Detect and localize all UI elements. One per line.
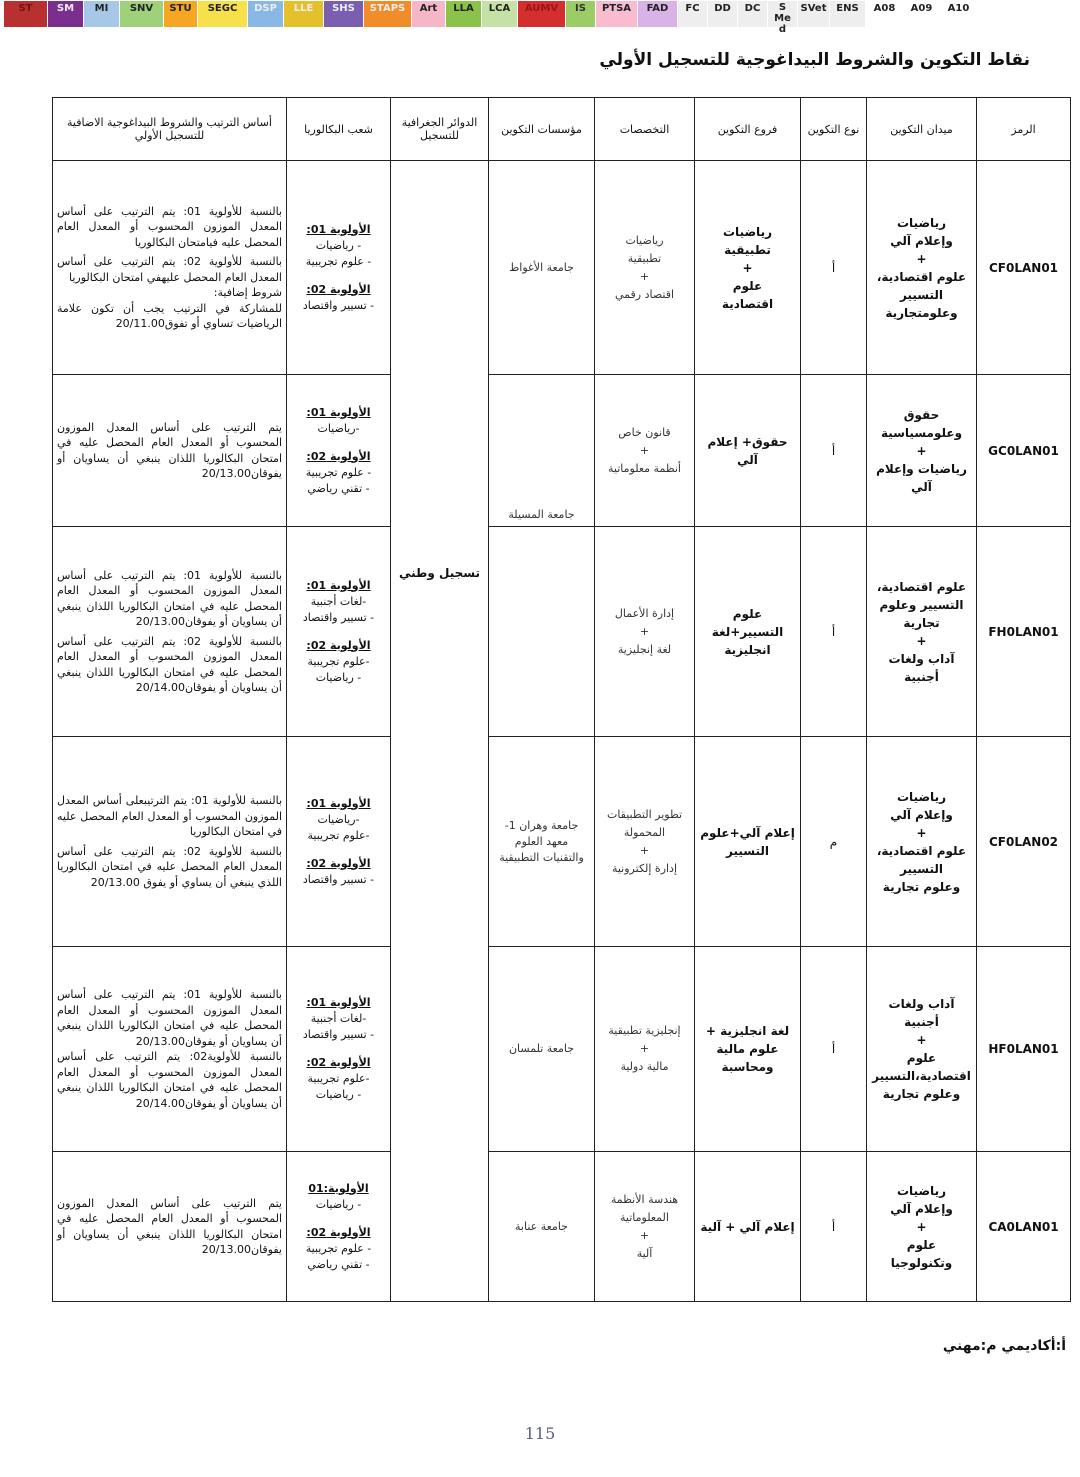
tab-lla[interactable]: LLA (446, 1, 482, 27)
tab-a08[interactable]: A08 (866, 1, 904, 27)
institution: جامعة الأغواط (489, 161, 595, 375)
table-row (53, 527, 1071, 737)
training-branch: إعلام آلي+علوم التسيير (695, 737, 801, 947)
training-type: أ (801, 1152, 867, 1302)
training-type: أ (801, 161, 867, 375)
priority-2-label: الأولوية 02: (306, 1225, 371, 1239)
priority-2-label: الأولوية 02: (306, 638, 371, 652)
basis-paragraph: بالنسبة للأولوية 02: يتم الترتيب على أساس المعدل العام المحصل عليهفي امتحان البكالوريا شروط إضافية: للمشاركة في الترتيب يجب أن تكون علامة الرياضيات تساوي أو تفوق20/11.00 (57, 255, 282, 330)
tab-fc[interactable]: FC (678, 1, 708, 27)
header-specialties: التخصصات (595, 98, 695, 161)
training-branch: إعلام آلي + آلية (695, 1152, 801, 1302)
tab-staps[interactable]: STAPS (364, 1, 412, 27)
training-table (52, 97, 1071, 1302)
training-type: أ (801, 527, 867, 737)
priority-2-streams: -علوم تجريبية - رياضيات (307, 654, 370, 684)
bac-streams (287, 527, 391, 737)
tab-ptsa[interactable]: PTSA (596, 1, 638, 27)
basis-paragraph: بالنسبة للأولوية 01: يتم الترتيب على أساس المعدل الموزون المحسوب أو المعدل العام المحصل عليه في امتحان البكالوريا اللذان ينبغي أن يساويان أو يفوقان20/13.00 بالنسبة للأولوية02: يتم الترتيب على أساس المعدل الموزون المحسوب أو المعدل العام المحصل عليه في امتحان البكالوريا اللذان ينبغي أن يساويان أو يفوقان20/14.00 (57, 988, 282, 1110)
page-title: نقاط التكوين والشروط البيداغوجية للتسجيل الأولي (599, 50, 1030, 70)
institution: جامعة المسيلة (489, 375, 595, 527)
ranking-basis (53, 947, 287, 1152)
ranking-basis (53, 1152, 287, 1302)
priority-2-label: الأولوية 02: (306, 1056, 371, 1069)
tab-dd[interactable]: DD (708, 1, 738, 27)
tab-dsp[interactable]: DSP (248, 1, 284, 27)
bac-streams (287, 161, 391, 375)
priority-1-label: الأولوية 01: (306, 996, 371, 1009)
program-code: CA0LAN01 (977, 1152, 1071, 1302)
basis-paragraph: يتم الترتيب على أساس المعدل الموزون المحسوب أو المعدل العام المحصل عليه في امتحان البكالوريا اللذان ينبغي أن يساويان أو يفوقان20/13.00 (57, 420, 282, 480)
table-header-row (53, 98, 1071, 161)
program-code: CF0LAN01 (977, 161, 1071, 375)
specialty: قانون خاص + أنظمة معلوماتية (595, 375, 695, 527)
training-type: م (801, 737, 867, 947)
training-branch: علوم التسيير+لغة انجليزية (695, 527, 801, 737)
training-field: علوم اقتصادية، التسيير وعلوم تجارية + آداب ولغات أجنبية (867, 527, 977, 737)
priority-2-streams: - علوم تجريبية - تقني رياضي (305, 465, 372, 495)
priority-2-streams: -علوم تجريبية - رياضيات (307, 1072, 370, 1101)
training-field: رياضيات وإعلام آلي + علوم وتكنولوجيا (867, 1152, 977, 1302)
tab-segc[interactable]: SEGC (198, 1, 248, 27)
program-code: FH0LAN01 (977, 527, 1071, 737)
priority-2-label: الأولوية 02: (306, 856, 371, 870)
basis-paragraph: بالنسبة للأولوية 01: يتم الترتيبعلى أساس المعدل الموزون المحسوب أو المعدل العام المحصل عليه في امتحان البكالوريا (57, 794, 282, 838)
tab-smed[interactable]: SMed (768, 1, 798, 27)
tab-sm[interactable]: SM (48, 1, 84, 27)
basis-paragraph: بالنسبة للأولوية 02: يتم الترتيب على أساس المعدل العام المحصل عليه في امتحان البكالوريا اللذي ينبغي أن يساوي أو يفوق 20/13.00 (57, 844, 282, 889)
tab-snv[interactable]: SNV (120, 1, 164, 27)
priority-1-label: الأولوية 01: (306, 405, 371, 419)
tab-stu[interactable]: STU (164, 1, 198, 27)
priority-2-streams: - علوم تجريبية - تقني رياضي (305, 1241, 372, 1271)
registration-circle: تسجيل وطني (391, 161, 489, 1302)
program-code: HF0LAN01 (977, 947, 1071, 1152)
priority-1-streams: - رياضيات - علوم تجريبية (305, 238, 372, 268)
ranking-basis (53, 737, 287, 947)
training-field: حقوق وعلومسياسية + رياضيات وإعلام آلي (867, 375, 977, 527)
training-field: رياضيات وإعلام آلي + علوم اقتصادية، التسيير وعلوم تجارية (867, 737, 977, 947)
tab-lca[interactable]: LCA (482, 1, 518, 27)
bac-streams (287, 1152, 391, 1302)
header-basis: أساس الترتيب والشروط البيداغوجية الاضافية للتسجيل الأولي (53, 98, 287, 161)
tab-a09[interactable]: A09 (904, 1, 940, 27)
tab-fad[interactable]: FAD (638, 1, 678, 27)
institution: جامعة تلمسان (489, 947, 595, 1152)
bac-streams (287, 737, 391, 947)
priority-2-streams: - تسيير واقتصاد (302, 298, 375, 312)
bac-streams (287, 375, 391, 527)
table-row (53, 737, 1071, 947)
header-code: الرمز (977, 98, 1071, 161)
priority-1-label: الأولوية 01: (306, 222, 371, 236)
specialty: إدارة الأعمال + لغة إنجليزية (595, 527, 695, 737)
priority-1-streams: -لغات أجنبية - تسيير واقتصاد (302, 1012, 375, 1041)
basis-paragraph: بالنسبة للأولوية 02: يتم الترتيب على أساس المعدل الموزون المحسوب أو المعدل العام المحصل عليه في امتحان البكالوريا اللذان ينبغي أن يساويان أو يفوقان20/14.00 (57, 634, 282, 694)
priority-1-streams: - رياضيات (315, 1197, 362, 1211)
specialty: تطوير التطبيقات المحمولة + إدارة إلكترونية (595, 737, 695, 947)
specialty: رياضيات تطبيقية + اقتصاد رقمي (595, 161, 695, 375)
training-field: رياضيات وإعلام آلي + علوم اقتصادية، التسيير وعلومتجارية (867, 161, 977, 375)
institution (489, 527, 595, 737)
training-branch: لغة انجليزية + علوم مالية ومحاسبة (695, 947, 801, 1152)
priority-1-streams: -رياضيات -علوم تجريبية (307, 812, 370, 842)
training-branch: رياضيات تطبيقية + علوم اقتصادية (695, 161, 801, 375)
ranking-basis (53, 375, 287, 527)
tab-lle[interactable]: LLE (284, 1, 324, 27)
tab-st[interactable]: ST (4, 1, 48, 27)
bac-streams (287, 947, 391, 1152)
tab-mi[interactable]: MI (84, 1, 120, 27)
page-number: 115 (524, 1424, 556, 1443)
header-field: ميدان التكوين (867, 98, 977, 161)
legend-footer: أ:أكاديمي م:مهني (942, 1338, 1066, 1354)
training-type: أ (801, 375, 867, 527)
table-row (53, 375, 1071, 527)
tab-ens[interactable]: ENS (830, 1, 866, 27)
priority-2-label: الأولوية 02: (306, 449, 371, 463)
program-code: CF0LAN02 (977, 737, 1071, 947)
priority-1-streams: -رياضيات (317, 421, 360, 435)
header-institutions: مؤسسات التكوين (489, 98, 595, 161)
basis-paragraph: يتم الترتيب على أساس المعدل الموزون المحسوب أو المعدل العام المحصل عليه في امتحان البكالوريا اللذان ينبغي أن يساويان أو يفوقان20/13.00 (57, 1196, 282, 1256)
header-branches: فروع التكوين (695, 98, 801, 161)
priority-1-streams: -لغات أجنبية - تسيير واقتصاد (302, 594, 375, 624)
basis-paragraph: بالنسبة للأولوية 01: يتم الترتيب على أساس المعدل الموزون المحسوب أو المعدل العام المحصل عليه فيامتحان البكالوريا (57, 204, 282, 249)
institution: جامعة وهران 1- معهد العلوم والتقنيات التطبيقية (489, 737, 595, 947)
training-branch: حقوق+ إعلام آلي (695, 375, 801, 527)
ranking-basis (53, 161, 287, 375)
priority-2-streams: - تسيير واقتصاد (302, 872, 375, 886)
tab-is[interactable]: IS (566, 1, 596, 27)
basis-paragraph: بالنسبة للأولوية 01: يتم الترتيب على أساس المعدل الموزون المحسوب أو المعدل العام المحصل عليه في امتحان البكالوريا اللذان ينبغي أن يساويان أو يفوقان20/13.00 (57, 568, 282, 628)
table-row (53, 947, 1071, 1152)
program-code: GC0LAN01 (977, 375, 1071, 527)
tab-a10[interactable]: A10 (940, 1, 978, 27)
tab-dc[interactable]: DC (738, 1, 768, 27)
training-field: آداب ولغات أجنبية + علوم اقتصادية،التسيير وعلوم تجارية (867, 947, 977, 1152)
header-type: نوع التكوين (801, 98, 867, 161)
table-row (53, 1152, 1071, 1302)
ranking-basis (53, 527, 287, 737)
tab-aumv[interactable]: AUMV (518, 1, 566, 27)
tab-art[interactable]: Art (412, 1, 446, 27)
specialty: هندسة الأنظمة المعلوماتية + آلية (595, 1152, 695, 1302)
tab-shs[interactable]: SHS (324, 1, 364, 27)
specialty: إنجليزية تطبيقية + مالية دولية (595, 947, 695, 1152)
training-type: أ (801, 947, 867, 1152)
header-circles: الدوائر الجغرافية للتسجيل (391, 98, 489, 161)
specialty-tabs (4, 0, 1076, 35)
table-row (53, 161, 1071, 375)
priority-1-label: الأولوية 01: (306, 578, 371, 592)
priority-1-label: الأولوية:01 (308, 1181, 369, 1195)
priority-1-label: الأولوية 01: (306, 796, 371, 810)
priority-2-label: الأولوية 02: (306, 282, 371, 296)
institution: جامعة عنابة (489, 1152, 595, 1302)
tab-svet[interactable]: SVet (798, 1, 830, 27)
header-bac: شعب البكالوريا (287, 98, 391, 161)
